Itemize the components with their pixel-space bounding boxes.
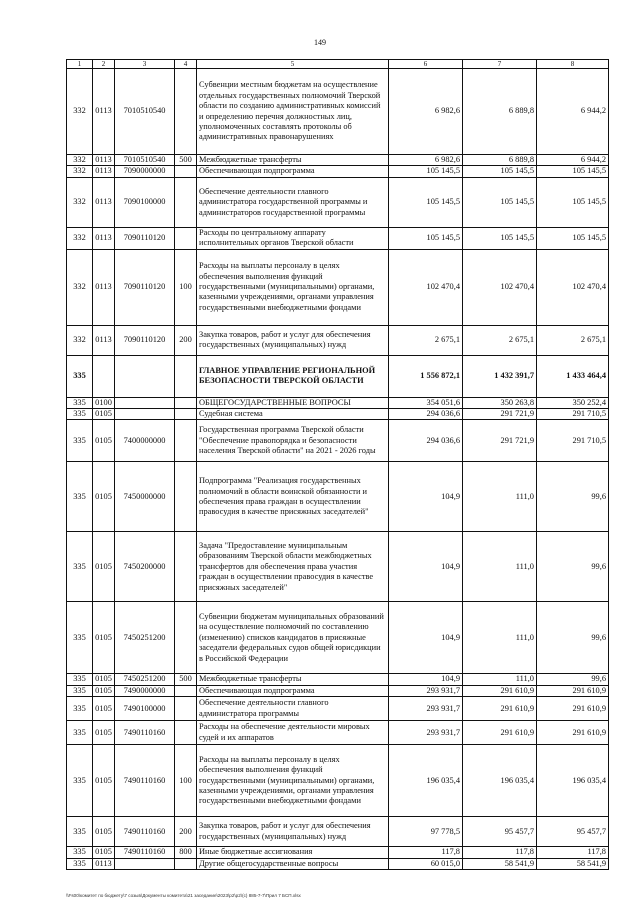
item-name-cell: Расходы на обеспечение деятельности мировых судей и их аппаратов xyxy=(197,721,389,745)
table-row xyxy=(67,409,609,420)
amount-col8-cell: 291 610,9 xyxy=(537,685,609,696)
amount-col8-cell: 1 433 464,4 xyxy=(537,355,609,397)
amount-col6-cell: 117,8 xyxy=(389,847,463,858)
amount-col8-cell: 58 541,9 xyxy=(537,858,609,869)
row-number-cell: 332 xyxy=(67,227,93,249)
table-row xyxy=(67,674,609,685)
section-code-cell: 0113 xyxy=(93,249,115,325)
amount-col7-cell: 105 145,5 xyxy=(463,177,537,227)
row-number-cell: 332 xyxy=(67,249,93,325)
section-code-cell: 0113 xyxy=(93,858,115,869)
row-number-cell: 332 xyxy=(67,166,93,177)
row-number-cell: 335 xyxy=(67,685,93,696)
amount-col7-cell: 2 675,1 xyxy=(463,325,537,355)
row-number-cell: 335 xyxy=(67,462,93,532)
expense-kind-cell: 100 xyxy=(175,249,197,325)
item-name-cell: Субвенции бюджетам муниципальных образований на осуществление полномочий по составлению (изменению) списков кандидатов в присяжные заседатели федеральных судов общей юрисдикции в Российской Федерации xyxy=(197,602,389,674)
amount-col6-cell: 105 145,5 xyxy=(389,227,463,249)
row-number-cell: 335 xyxy=(67,397,93,408)
item-name-cell: Обеспечение деятельности главного администратора программы xyxy=(197,697,389,721)
row-number-cell: 335 xyxy=(67,674,93,685)
section-code-cell: 0113 xyxy=(93,166,115,177)
expense-kind-cell xyxy=(175,177,197,227)
column-header: 8 xyxy=(537,60,609,69)
article-code-cell: 7090110120 xyxy=(115,249,175,325)
row-number-cell: 332 xyxy=(67,69,93,155)
item-name-cell: Субвенции местным бюджетам на осуществление отдельных государственных полномочий Тверской области по созданию административных комиссий и определению перечня должностных лиц, уполномоченных составлять протоколы об административных правонарушениях xyxy=(197,69,389,155)
column-header: 1 xyxy=(67,60,93,69)
expense-kind-cell xyxy=(175,685,197,696)
section-code-cell: 0113 xyxy=(93,177,115,227)
article-code-cell: 7010510540 xyxy=(115,155,175,166)
item-name-cell: Расходы на выплаты персоналу в целях обеспечения выполнения функций государственными (муниципальными) органами, казенными учреждениями, органами управления государственными внебюджетными фондами xyxy=(197,745,389,817)
article-code-cell: 7400000000 xyxy=(115,420,175,462)
article-code-cell: 7490100000 xyxy=(115,697,175,721)
row-number-cell: 335 xyxy=(67,847,93,858)
item-name-cell: Межбюджетные трансферты xyxy=(197,155,389,166)
row-number-cell: 335 xyxy=(67,697,93,721)
table-row xyxy=(67,462,609,532)
amount-col6-cell: 97 778,5 xyxy=(389,817,463,847)
table-row xyxy=(67,420,609,462)
amount-col8-cell: 291 710,5 xyxy=(537,420,609,462)
item-name-cell: Обеспечение деятельности главного администратора государственной программы и администраторов государственной программы xyxy=(197,177,389,227)
row-number-cell: 335 xyxy=(67,355,93,397)
budget-table xyxy=(66,59,609,870)
item-name-cell: Подпрограмма "Реализация государственных полномочий в области воинской обязанности и обеспечения права граждан в осуществлении правосудия в качестве присяжных заседателей" xyxy=(197,462,389,532)
row-number-cell: 335 xyxy=(67,721,93,745)
amount-col7-cell: 1 432 391,7 xyxy=(463,355,537,397)
amount-col6-cell: 293 931,7 xyxy=(389,685,463,696)
expense-kind-cell: 500 xyxy=(175,674,197,685)
row-number-cell: 335 xyxy=(67,420,93,462)
amount-col8-cell: 105 145,5 xyxy=(537,177,609,227)
item-name-cell: Задача "Предоставление муниципальным образованиям Тверской области межбюджетных трансфертов для обеспечения права участия граждан в осуществлении правосудия в качестве присяжных заседателей" xyxy=(197,532,389,602)
expense-kind-cell xyxy=(175,858,197,869)
expense-kind-cell xyxy=(175,532,197,602)
expense-kind-cell xyxy=(175,166,197,177)
amount-col8-cell: 6 944,2 xyxy=(537,155,609,166)
amount-col8-cell: 99,6 xyxy=(537,462,609,532)
item-name-cell: Государственная программа Тверской области "Обеспечение правопорядка и безопасности населения Тверской области" на 2021 - 2026 годы xyxy=(197,420,389,462)
table-body xyxy=(67,69,609,870)
expense-kind-cell: 200 xyxy=(175,817,197,847)
amount-col8-cell: 291 610,9 xyxy=(537,721,609,745)
article-code-cell xyxy=(115,409,175,420)
table-row xyxy=(67,166,609,177)
amount-col8-cell: 99,6 xyxy=(537,602,609,674)
expense-kind-cell xyxy=(175,697,197,721)
table-row xyxy=(67,745,609,817)
table-row xyxy=(67,397,609,408)
table-row xyxy=(67,155,609,166)
article-code-cell: 7490000000 xyxy=(115,685,175,696)
section-code-cell: 0105 xyxy=(93,817,115,847)
section-code-cell: 0100 xyxy=(93,397,115,408)
amount-col8-cell: 2 675,1 xyxy=(537,325,609,355)
expense-kind-cell xyxy=(175,420,197,462)
section-code-cell: 0113 xyxy=(93,227,115,249)
row-number-cell: 335 xyxy=(67,745,93,817)
amount-col6-cell: 6 982,6 xyxy=(389,69,463,155)
section-code-cell: 0105 xyxy=(93,602,115,674)
table-row xyxy=(67,817,609,847)
column-header: 7 xyxy=(463,60,537,69)
item-name-cell: ГЛАВНОЕ УПРАВЛЕНИЕ РЕГИОНАЛЬНОЙ БЕЗОПАСНОСТИ ТВЕРСКОЙ ОБЛАСТИ xyxy=(197,355,389,397)
amount-col8-cell: 99,6 xyxy=(537,532,609,602)
column-header: 6 xyxy=(389,60,463,69)
item-name-cell: ОБЩЕГОСУДАРСТВЕННЫЕ ВОПРОСЫ xyxy=(197,397,389,408)
amount-col7-cell: 196 035,4 xyxy=(463,745,537,817)
amount-col6-cell: 104,9 xyxy=(389,674,463,685)
item-name-cell: Закупка товаров, работ и услуг для обеспечения государственных (муниципальных) нужд xyxy=(197,325,389,355)
section-code-cell: 0105 xyxy=(93,685,115,696)
table-row xyxy=(67,227,609,249)
section-code-cell: 0113 xyxy=(93,325,115,355)
article-code-cell: 7490110160 xyxy=(115,847,175,858)
expense-kind-cell xyxy=(175,721,197,745)
section-code-cell: 0105 xyxy=(93,697,115,721)
amount-col6-cell: 104,9 xyxy=(389,462,463,532)
section-code-cell xyxy=(93,355,115,397)
amount-col6-cell: 354 051,6 xyxy=(389,397,463,408)
expense-kind-cell: 500 xyxy=(175,155,197,166)
amount-col8-cell: 350 252,4 xyxy=(537,397,609,408)
amount-col7-cell: 111,0 xyxy=(463,602,537,674)
amount-col8-cell: 6 944,2 xyxy=(537,69,609,155)
table-row xyxy=(67,69,609,155)
section-code-cell: 0105 xyxy=(93,420,115,462)
article-code-cell xyxy=(115,355,175,397)
amount-col7-cell: 291 610,9 xyxy=(463,721,537,745)
expense-kind-cell xyxy=(175,409,197,420)
amount-col7-cell: 291 610,9 xyxy=(463,697,537,721)
item-name-cell: Межбюджетные трансферты xyxy=(197,674,389,685)
item-name-cell: Обеспечивающая подпрограмма xyxy=(197,166,389,177)
row-number-cell: 335 xyxy=(67,409,93,420)
amount-col8-cell: 102 470,4 xyxy=(537,249,609,325)
amount-col8-cell: 105 145,5 xyxy=(537,166,609,177)
column-header: 2 xyxy=(93,60,115,69)
expense-kind-cell xyxy=(175,69,197,155)
item-name-cell: Расходы по центральному аппарату исполнительных органов Тверской области xyxy=(197,227,389,249)
amount-col6-cell: 196 035,4 xyxy=(389,745,463,817)
article-code-cell xyxy=(115,858,175,869)
table-row xyxy=(67,685,609,696)
row-number-cell: 335 xyxy=(67,858,93,869)
expense-kind-cell: 200 xyxy=(175,325,197,355)
amount-col7-cell: 58 541,9 xyxy=(463,858,537,869)
table-row xyxy=(67,249,609,325)
amount-col8-cell: 117,8 xyxy=(537,847,609,858)
article-code-cell: 7090000000 xyxy=(115,166,175,177)
section-code-cell: 0105 xyxy=(93,674,115,685)
amount-col8-cell: 105 145,5 xyxy=(537,227,609,249)
article-code-cell: 7490110160 xyxy=(115,817,175,847)
article-code-cell: 7090110120 xyxy=(115,325,175,355)
row-number-cell: 335 xyxy=(67,532,93,602)
expense-kind-cell xyxy=(175,227,197,249)
amount-col6-cell: 60 015,0 xyxy=(389,858,463,869)
column-header: 5 xyxy=(197,60,389,69)
section-code-cell: 0105 xyxy=(93,721,115,745)
column-header: 3 xyxy=(115,60,175,69)
amount-col8-cell: 196 035,4 xyxy=(537,745,609,817)
amount-col7-cell: 111,0 xyxy=(463,674,537,685)
amount-col8-cell: 95 457,7 xyxy=(537,817,609,847)
table-row xyxy=(67,177,609,227)
item-name-cell: Другие общегосударственные вопросы xyxy=(197,858,389,869)
amount-col8-cell: 291 610,9 xyxy=(537,697,609,721)
table-row xyxy=(67,721,609,745)
footer-file-path: \\Fs00\комитет по бюджету\7 созыв\Документы комитета\21 заседание\2023\р2\р2\(с) 885-7-7\Прил 7 БСП.xlsx xyxy=(66,893,301,898)
amount-col7-cell: 6 889,8 xyxy=(463,69,537,155)
amount-col6-cell: 293 931,7 xyxy=(389,697,463,721)
amount-col7-cell: 105 145,5 xyxy=(463,166,537,177)
amount-col6-cell: 2 675,1 xyxy=(389,325,463,355)
column-header: 4 xyxy=(175,60,197,69)
amount-col7-cell: 102 470,4 xyxy=(463,249,537,325)
amount-col6-cell: 6 982,6 xyxy=(389,155,463,166)
amount-col6-cell: 105 145,5 xyxy=(389,177,463,227)
amount-col7-cell: 95 457,7 xyxy=(463,817,537,847)
article-code-cell: 7450251200 xyxy=(115,602,175,674)
amount-col6-cell: 294 036,6 xyxy=(389,409,463,420)
section-code-cell: 0113 xyxy=(93,69,115,155)
article-code-cell: 7490110160 xyxy=(115,745,175,817)
row-number-cell: 335 xyxy=(67,602,93,674)
expense-kind-cell xyxy=(175,397,197,408)
row-number-cell: 335 xyxy=(67,817,93,847)
amount-col6-cell: 102 470,4 xyxy=(389,249,463,325)
section-code-cell: 0105 xyxy=(93,462,115,532)
amount-col7-cell: 117,8 xyxy=(463,847,537,858)
table-row xyxy=(67,697,609,721)
amount-col6-cell: 104,9 xyxy=(389,532,463,602)
article-code-cell: 7010510540 xyxy=(115,69,175,155)
table-header-row xyxy=(67,60,609,69)
section-code-cell: 0113 xyxy=(93,155,115,166)
table-row xyxy=(67,355,609,397)
article-code-cell: 7090110120 xyxy=(115,227,175,249)
table-row xyxy=(67,325,609,355)
item-name-cell: Судебная система xyxy=(197,409,389,420)
expense-kind-cell: 100 xyxy=(175,745,197,817)
expense-kind-cell xyxy=(175,355,197,397)
row-number-cell: 332 xyxy=(67,177,93,227)
article-code-cell: 7090100000 xyxy=(115,177,175,227)
article-code-cell: 7450251200 xyxy=(115,674,175,685)
row-number-cell: 332 xyxy=(67,325,93,355)
expense-kind-cell xyxy=(175,602,197,674)
amount-col6-cell: 294 036,6 xyxy=(389,420,463,462)
article-code-cell: 7450200000 xyxy=(115,532,175,602)
section-code-cell: 0105 xyxy=(93,847,115,858)
amount-col7-cell: 105 145,5 xyxy=(463,227,537,249)
amount-col7-cell: 291 610,9 xyxy=(463,685,537,696)
table-row xyxy=(67,602,609,674)
article-code-cell xyxy=(115,397,175,408)
row-number-cell: 332 xyxy=(67,155,93,166)
amount-col7-cell: 350 263,8 xyxy=(463,397,537,408)
expense-kind-cell xyxy=(175,462,197,532)
amount-col6-cell: 1 556 872,1 xyxy=(389,355,463,397)
section-code-cell: 0105 xyxy=(93,532,115,602)
section-code-cell: 0105 xyxy=(93,745,115,817)
amount-col8-cell: 291 710,5 xyxy=(537,409,609,420)
article-code-cell: 7490110160 xyxy=(115,721,175,745)
amount-col7-cell: 111,0 xyxy=(463,532,537,602)
expense-kind-cell: 800 xyxy=(175,847,197,858)
amount-col7-cell: 291 721,9 xyxy=(463,420,537,462)
amount-col7-cell: 6 889,8 xyxy=(463,155,537,166)
item-name-cell: Закупка товаров, работ и услуг для обеспечения государственных (муниципальных) нужд xyxy=(197,817,389,847)
amount-col8-cell: 99,6 xyxy=(537,674,609,685)
table-row xyxy=(67,858,609,869)
amount-col7-cell: 291 721,9 xyxy=(463,409,537,420)
article-code-cell: 7450000000 xyxy=(115,462,175,532)
amount-col6-cell: 105 145,5 xyxy=(389,166,463,177)
table-row xyxy=(67,847,609,858)
page-number: 149 xyxy=(314,38,326,47)
section-code-cell: 0105 xyxy=(93,409,115,420)
item-name-cell: Расходы на выплаты персоналу в целях обеспечения выполнения функций государственными (муниципальными) органами, казенными учреждениями, органами управления государственными внебюджетными фондами xyxy=(197,249,389,325)
amount-col6-cell: 293 931,7 xyxy=(389,721,463,745)
amount-col7-cell: 111,0 xyxy=(463,462,537,532)
amount-col6-cell: 104,9 xyxy=(389,602,463,674)
item-name-cell: Обеспечивающая подпрограмма xyxy=(197,685,389,696)
table-row xyxy=(67,532,609,602)
item-name-cell: Иные бюджетные ассигнования xyxy=(197,847,389,858)
